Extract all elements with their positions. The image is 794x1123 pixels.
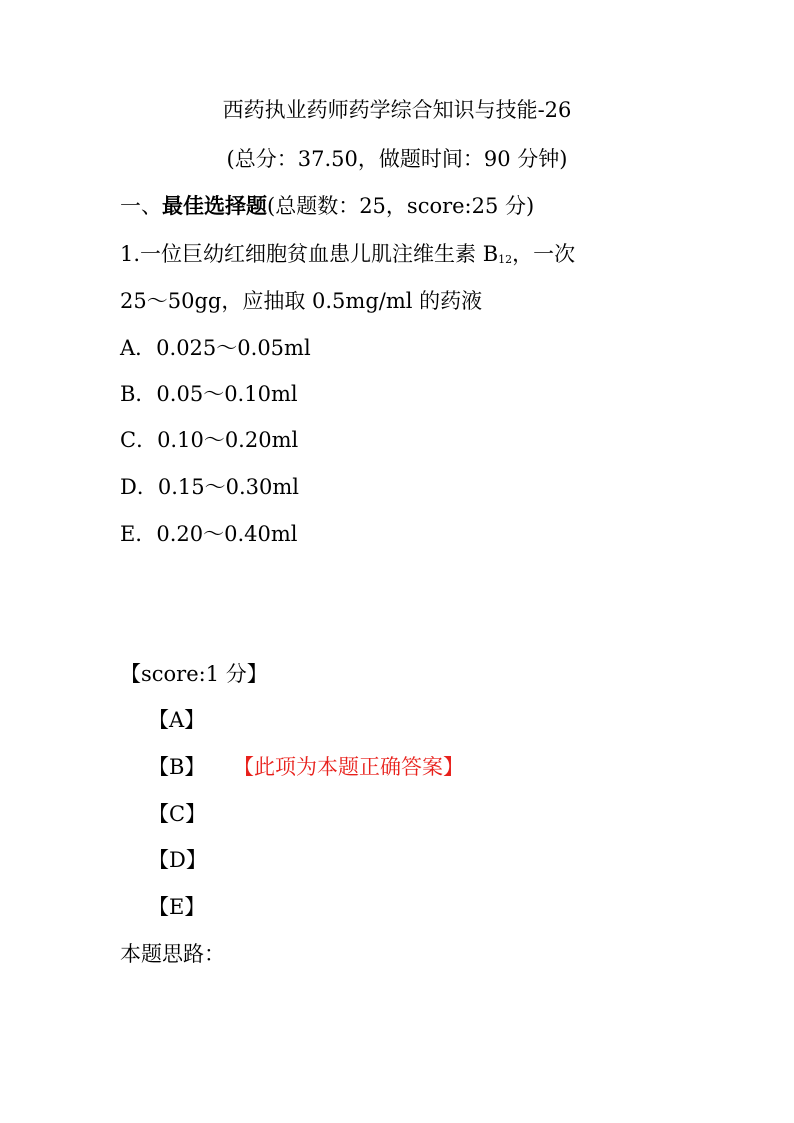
answer-choice-b: 【B】	[148, 755, 206, 779]
option-b: B．0.05～0.10ml	[120, 382, 298, 406]
section-prefix: 一、	[120, 194, 162, 218]
option-a: A．0.025～0.05ml	[120, 336, 311, 360]
option-e: E．0.20～0.40ml	[120, 522, 298, 546]
answer-choice-d: 【D】	[148, 848, 207, 872]
answer-choice-e: 【E】	[148, 895, 206, 919]
answer-choice-b-row	[148, 753, 464, 781]
answer-score: 【score:1 分】	[120, 662, 268, 686]
section-info: (总题数：25，score:25 分)	[267, 194, 535, 218]
answer-choice-c: 【C】	[148, 802, 207, 826]
section-heading	[120, 192, 534, 220]
question-stem-line2: 25～50gg，应抽取 0.5mg/ml 的药液	[120, 289, 483, 313]
thinking-label: 本题思路：	[120, 942, 225, 966]
question-stem-tail: ，一次	[512, 242, 576, 266]
subscript: 12	[498, 253, 513, 266]
section-name: 最佳选择题	[162, 193, 267, 218]
option-c: C．0.10～0.20ml	[120, 428, 299, 452]
doc-subtitle: (总分：37.50，做题时间：90 分钟)	[226, 147, 568, 171]
correct-answer-note: 【此项为本题正确答案】	[233, 755, 464, 779]
question-stem-text: 1.一位巨幼红细胞贫血患儿肌注维生素 B	[120, 242, 499, 266]
answer-choice-a: 【A】	[148, 708, 206, 732]
option-d: D．0.15～0.30ml	[120, 475, 299, 499]
doc-title: 西药执业药师药学综合知识与技能-26	[222, 98, 572, 122]
question-stem-line1	[120, 240, 575, 268]
